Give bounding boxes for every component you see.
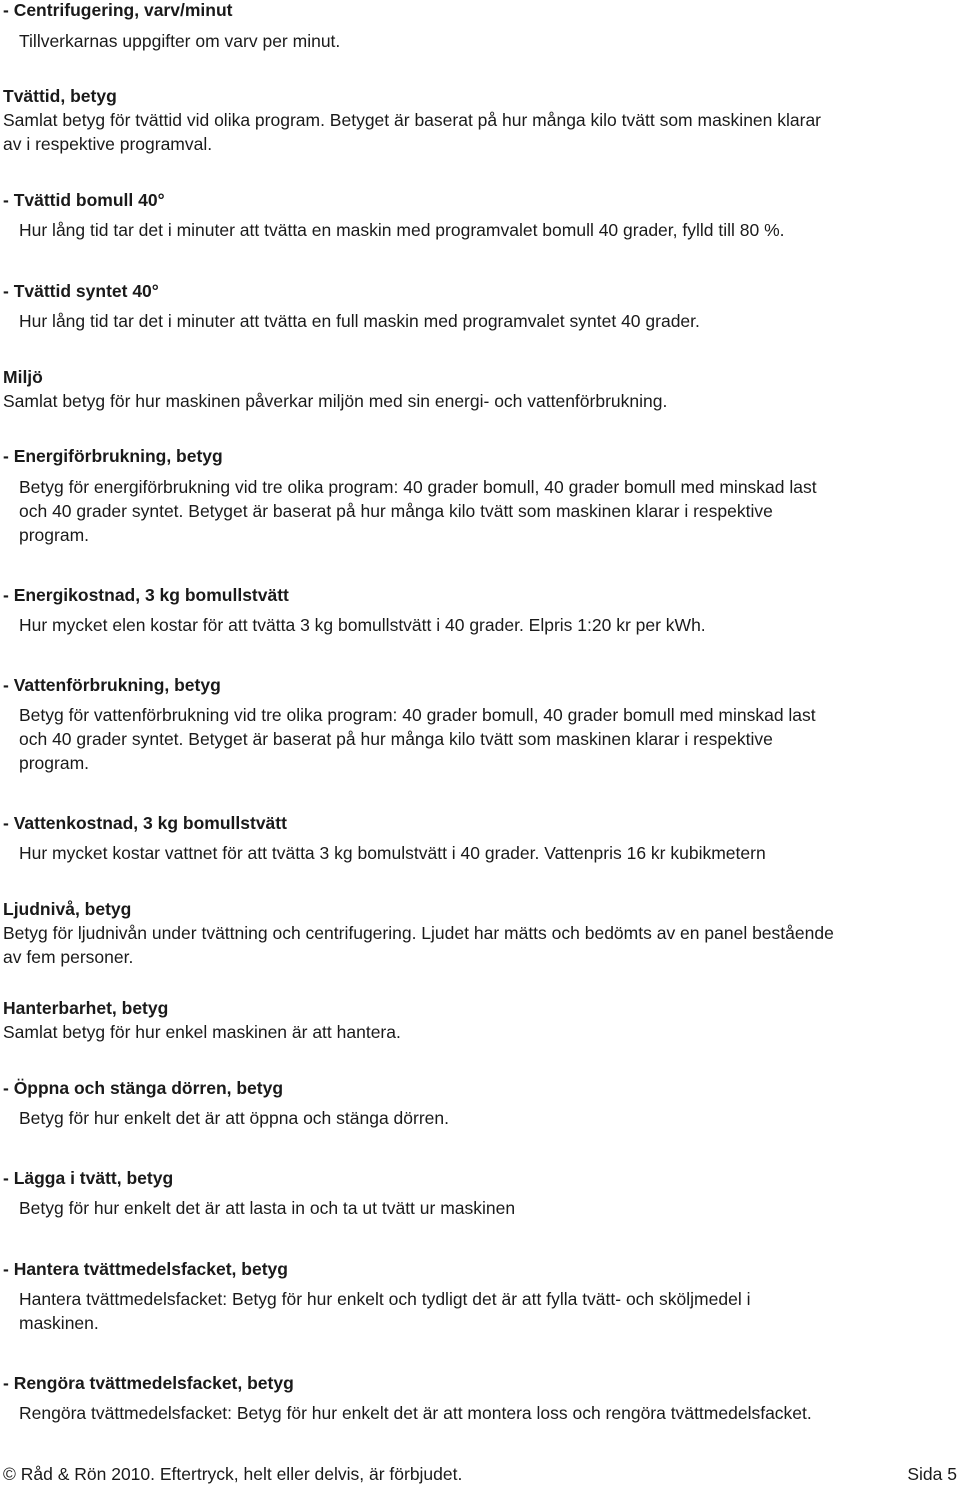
centrifugering-text: Tillverkarnas uppgifter om varv per minut.: [19, 31, 341, 51]
rengora-heading: - Rengöra tvättmedelsfacket, betyg: [3, 1373, 294, 1393]
energi-text-line-2: och 40 grader syntet. Betyget är baserat på hur många kilo tvätt som maskinen klarar i respektive: [19, 501, 773, 521]
energi-heading: - Energiförbrukning, betyg: [3, 446, 223, 466]
tvattid-heading: Tvättid, betyg: [3, 86, 117, 106]
footer-copyright: © Råd & Rön 2010. Eftertryck, helt eller delvis, är förbjudet.: [3, 1464, 463, 1484]
lagga-heading: - Lägga i tvätt, betyg: [3, 1168, 174, 1188]
hanterbarhet-heading: Hanterbarhet, betyg: [3, 998, 169, 1018]
tvattid-text-line-2: av i respektive programval.: [3, 134, 213, 154]
ljud-heading: Ljudnivå, betyg: [3, 899, 132, 919]
hanterbarhet-text: Samlat betyg för hur enkel maskinen är att hantera.: [3, 1022, 401, 1042]
dorren-heading: - Öppna och stänga dörren, betyg: [3, 1078, 284, 1098]
ljud-text-line-1: Betyg för ljudnivån under tvättning och centrifugering. Ljudet har mätts och bedömts av en panel bestående: [3, 923, 834, 943]
vatten-text-line-1: Betyg för vattenförbrukning vid tre olika program: 40 grader bomull, 40 grader bomull med minskad last: [19, 705, 816, 725]
rengora-text: Rengöra tvättmedelsfacket: Betyg för hur enkelt det är att montera loss och rengöra tvättmedelsfacket.: [19, 1403, 812, 1423]
tvattid-text-line-1: Samlat betyg för tvättid vid olika program. Betyget är baserat på hur många kilo tvätt som maskinen klarar: [3, 110, 822, 130]
energi-text-line-1: Betyg för energiförbrukning vid tre olika program: 40 grader bomull, 40 grader bomull med minskad last: [19, 477, 817, 497]
hantera-text-line-1: Hantera tvättmedelsfacket: Betyg för hur enkelt och tydligt det är att fylla tvätt- och sköljmedel i: [19, 1289, 751, 1309]
hantera-heading: - Hantera tvättmedelsfacket, betyg: [3, 1259, 288, 1279]
energikostnad-heading: - Energikostnad, 3 kg bomullstvätt: [3, 585, 289, 605]
bomull-heading: - Tvättid bomull 40°: [3, 190, 165, 210]
ljud-text-line-2: av fem personer.: [3, 947, 134, 967]
syntet-text: Hur lång tid tar det i minuter att tvätta en full maskin med programvalet syntet 40 grader.: [19, 311, 700, 331]
dorren-text: Betyg för hur enkelt det är att öppna och stänga dörren.: [19, 1108, 449, 1128]
vatten-text-line-2: och 40 grader syntet. Betyget är baserat på hur många kilo tvätt som maskinen klarar i respektive: [19, 729, 773, 749]
syntet-heading: - Tvättid syntet 40°: [3, 281, 159, 301]
energi-text-line-3: program.: [19, 525, 90, 545]
vatten-text-line-3: program.: [19, 753, 90, 773]
vatten-heading: - Vattenförbrukning, betyg: [3, 675, 221, 695]
hantera-text-line-2: maskinen.: [19, 1313, 99, 1333]
miljo-text: Samlat betyg för hur maskinen påverkar miljön med sin energi- och vattenförbrukning.: [3, 391, 668, 411]
lagga-text: Betyg för hur enkelt det är att lasta in och ta ut tvätt ur maskinen: [19, 1198, 516, 1218]
energikostnad-text: Hur mycket elen kostar för att tvätta 3 kg bomullstvätt i 40 grader. Elpris 1:20 kr per kWh.: [19, 615, 706, 635]
miljo-heading: Miljö: [3, 367, 43, 387]
centrifugering-heading: - Centrifugering, varv/minut: [3, 0, 233, 20]
vattenkostnad-text: Hur mycket kostar vattnet för att tvätta 3 kg bomulstvätt i 40 grader. Vattenpris 16 kr kubikmetern: [19, 843, 766, 863]
bomull-text: Hur lång tid tar det i minuter att tvätta en maskin med programvalet bomull 40 grader, fylld till 80 %.: [19, 220, 785, 240]
footer-page-number: Sida 5: [907, 1464, 957, 1484]
vattenkostnad-heading: - Vattenkostnad, 3 kg bomullstvätt: [3, 813, 287, 833]
